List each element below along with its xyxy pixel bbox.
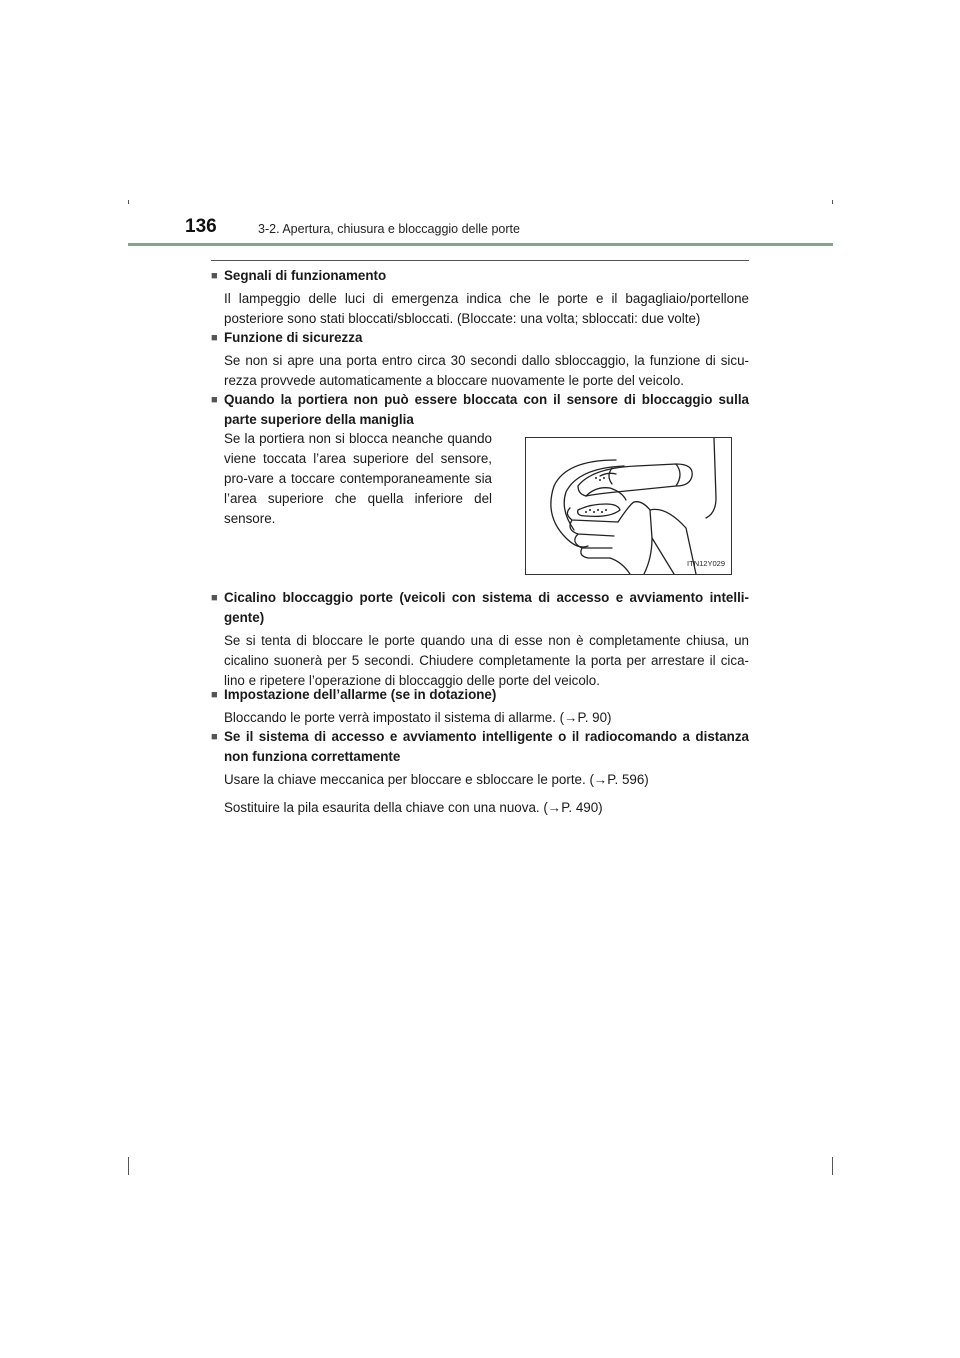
section-paragraph: Se non si apre una porta entro circa 30 secondi dallo sbloccaggio, la funzione di sicu-rezza provvede automaticamente a bloccare nuovamente le porte del veicolo.: [224, 353, 749, 388]
square-bullet-icon: ■: [211, 270, 218, 282]
section-heading: ■ Segnali di funzionamento: [211, 266, 749, 286]
figure-block: [224, 429, 732, 575]
square-bullet-icon: ■: [211, 689, 218, 701]
door-handle-illustration: [525, 437, 732, 575]
header-rule: [128, 243, 833, 246]
section-sicurezza: [211, 328, 749, 391]
crop-mark: [832, 1157, 833, 1175]
section-segnali: [211, 266, 749, 329]
section-heading: ■ Se il sistema di accesso e avviamento intelligente o il radiocomando a distanza non funziona correttamente: [211, 727, 749, 767]
section-heading: ■ Quando la portiera non può essere bloccata con il sensore di bloccaggio sulla parte superiore della maniglia: [211, 390, 749, 430]
section-divider: [211, 260, 749, 261]
square-bullet-icon: ■: [211, 332, 218, 344]
section-sensore: [211, 390, 749, 430]
square-bullet-icon: ■: [211, 394, 218, 406]
section-heading: ■ Cicalino bloccaggio porte (veicoli con sistema di accesso e avviamento intelli-gente): [211, 588, 749, 628]
crop-mark: [128, 1157, 129, 1175]
section-heading: ■ Impostazione dell’allarme (se in dotazione): [211, 685, 749, 705]
section-cicalino: [211, 588, 749, 691]
crop-mark: [832, 200, 833, 204]
section-paragraph: Se la portiera non si blocca neanche quando viene toccata l’area superiore del sensore, pro-vare a toccare contemporaneamente sia l’area superiore che quella inferiore del sensore.: [224, 431, 492, 526]
chapter-title: 3-2. Apertura, chiusura e bloccaggio delle porte: [258, 222, 520, 236]
section-paragraph: Usare la chiave meccanica per bloccare e sbloccare le porte. (→P. 596): [224, 772, 649, 787]
section-paragraph: Se si tenta di bloccare le porte quando una di esse non è completamente chiusa, un cicalino suonerà per 5 secondi. Chiudere completamente la porta per arrestare il cica-lino e ripetere l’operazione di bloccaggio delle porte del veicolo.: [224, 633, 749, 688]
section-heading: ■ Funzione di sicurezza: [211, 328, 749, 348]
section-paragraph: Il lampeggio delle luci di emergenza indica che le porte e il bagagliaio/portellone posteriore sono stati bloccati/sbloccati. (Bloccate: una volta; sbloccati: due volte): [224, 291, 749, 326]
section-radiocomando: [211, 727, 749, 818]
section-paragraph: Bloccando le porte verrà impostato il sistema di allarme. (→P. 90): [224, 710, 612, 725]
section-allarme: [211, 685, 749, 728]
square-bullet-icon: ■: [211, 731, 218, 743]
page-number: 136: [185, 216, 217, 237]
figure-code: ITN12Y029: [687, 559, 725, 568]
square-bullet-icon: ■: [211, 592, 218, 604]
section-paragraph: Sostituire la pila esaurita della chiave con una nuova. (→P. 490): [224, 800, 603, 815]
crop-mark: [128, 200, 129, 204]
door-handle-hand-icon: [526, 438, 731, 574]
